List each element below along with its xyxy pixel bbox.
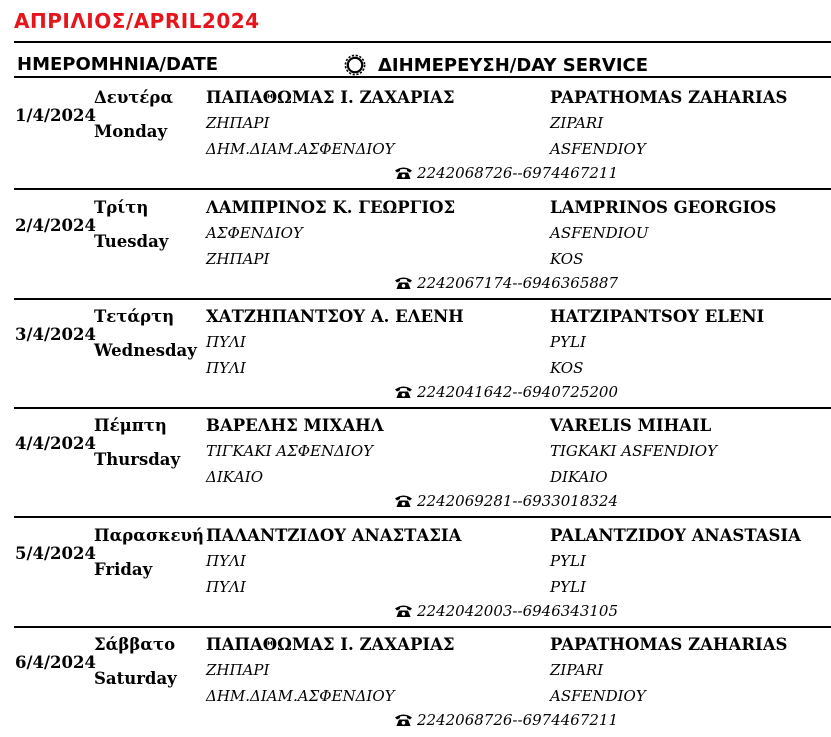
pharmacist-name-english: HATZIPANTSOY ELENI [550,307,765,326]
phone-number: 2242069281--6933018324 [417,492,619,510]
duty-entry [0,627,831,737]
day-name-greek: Τρίτη [94,198,149,217]
day-name-english: Monday [94,122,168,141]
location-line2-english: DIKAIO [550,468,608,486]
duty-entry [0,80,831,190]
location-line1-greek: ΑΣΦΕΝΔΙΟΥ [206,224,303,242]
day-name-greek: Παρασκευή [94,526,204,545]
location-line2-english: KOS [550,359,584,377]
phone-number: 2242068726--6974467211 [417,164,619,182]
location-line2-greek: ΠΥΛΙ [206,578,246,596]
location-line1-english: ASFENDIOU [550,224,649,242]
phone-number: 2242068726--6974467211 [417,711,619,729]
telephone-icon [394,276,413,290]
telephone-icon [394,385,413,399]
phone-number: 2242067174--6946365887 [417,274,619,292]
location-line2-greek: ΔΗΜ.ΔΙΑΜ.ΑΣΦΕΝΔΙΟΥ [206,687,395,705]
pharmacist-name-greek: ΧΑΤΖΗΠΑΝΤΣΟΥ Α. ΕΛΕΝΗ [206,307,464,326]
location-line2-greek: ΔΙΚΑΙΟ [206,468,264,486]
entry-date: 2/4/2024 [15,216,96,235]
page-title: ΑΠΡΙΛΙΟΣ/APRIL2024 [14,9,260,33]
pharmacist-name-english: PAPATHOMAS ZAHARIAS [550,635,788,654]
duty-entry [0,518,831,628]
day-name-english: Wednesday [94,341,197,360]
location-line1-greek: ΤΙΓΚΑΚΙ ΑΣΦΕΝΔΙΟΥ [206,442,374,460]
column-header-service [344,54,648,76]
phone-line [394,274,618,292]
pharmacist-name-greek: ΠΑΠΑΘΩΜΑΣ Ι. ΖΑΧΑΡΙΑΣ [206,635,455,654]
location-line1-english: PYLI [550,552,586,570]
day-name-greek: Πέμπτη [94,416,167,435]
location-line2-english: PYLI [550,578,586,596]
duty-entry [0,190,831,300]
day-name-greek: Τετάρτη [94,307,175,326]
day-name-greek: Σάββατο [94,635,176,654]
pharmacist-name-greek: ΠΑΠΑΘΩΜΑΣ Ι. ΖΑΧΑΡΙΑΣ [206,88,455,107]
telephone-icon [394,166,413,180]
location-line1-greek: ΠΥΛΙ [206,333,246,351]
pharmacist-name-english: VARELIS MIHAIL [550,416,712,435]
pharmacist-name-greek: ΛΑΜΠΡΙΝΟΣ Κ. ΓΕΩΡΓΙΟΣ [206,198,456,217]
phone-number: 2242042003--6946343105 [417,602,619,620]
column-header-date: ΗΜΕΡΟΜΗΝΙΑ/DATE [17,54,219,75]
phone-line [394,602,618,620]
location-line2-greek: ΖΗΠΑΡΙ [206,250,270,268]
pharmacist-name-english: PALANTZIDOY ANASTASIA [550,526,801,545]
entry-date: 1/4/2024 [15,106,96,125]
entry-date: 6/4/2024 [15,653,96,672]
location-line1-english: PYLI [550,333,586,351]
day-name-english: Saturday [94,669,177,688]
pharmacist-name-greek: ΒΑΡΕΛΗΣ ΜΙΧΑΗΛ [206,416,384,435]
entry-date: 5/4/2024 [15,544,96,563]
header-bottom-divider [14,76,831,78]
telephone-icon [394,494,413,508]
duty-entry [0,299,831,409]
location-line1-greek: ΠΥΛΙ [206,552,246,570]
service-label: ΔΙΗΜΕΡΕΥΣΗ/DAY SERVICE [378,54,649,76]
location-line1-english: ZIPARI [550,661,604,679]
phone-line [394,164,618,182]
phone-line [394,711,618,729]
location-line2-english: ASFENDIOY [550,140,646,158]
entry-date: 3/4/2024 [15,325,96,344]
location-line2-greek: ΠΥΛΙ [206,359,246,377]
entry-date: 4/4/2024 [15,434,96,453]
sun-icon [344,54,366,76]
location-line1-greek: ΖΗΠΑΡΙ [206,661,270,679]
location-line1-greek: ΖΗΠΑΡΙ [206,114,270,132]
duty-entry [0,408,831,518]
header-top-divider [14,41,831,43]
day-name-english: Tuesday [94,232,169,251]
telephone-icon [394,604,413,618]
location-line1-english: TIGKAKI ASFENDIOY [550,442,717,460]
phone-number: 2242041642--6940725200 [417,383,619,401]
telephone-icon [394,713,413,727]
phone-line [394,492,618,510]
location-line2-greek: ΔΗΜ.ΔΙΑΜ.ΑΣΦΕΝΔΙΟΥ [206,140,395,158]
location-line1-english: ZIPARI [550,114,604,132]
day-name-greek: Δευτέρα [94,88,174,107]
pharmacist-name-english: PAPATHOMAS ZAHARIAS [550,88,788,107]
phone-line [394,383,618,401]
day-name-english: Friday [94,560,153,579]
pharmacist-name-greek: ΠΑΛΑΝΤΖΙΔΟΥ ΑΝΑΣΤΑΣΙΑ [206,526,462,545]
day-name-english: Thursday [94,450,181,469]
pharmacist-name-english: LAMPRINOS GEORGIOS [550,198,777,217]
location-line2-english: KOS [550,250,584,268]
location-line2-english: ASFENDIOY [550,687,646,705]
